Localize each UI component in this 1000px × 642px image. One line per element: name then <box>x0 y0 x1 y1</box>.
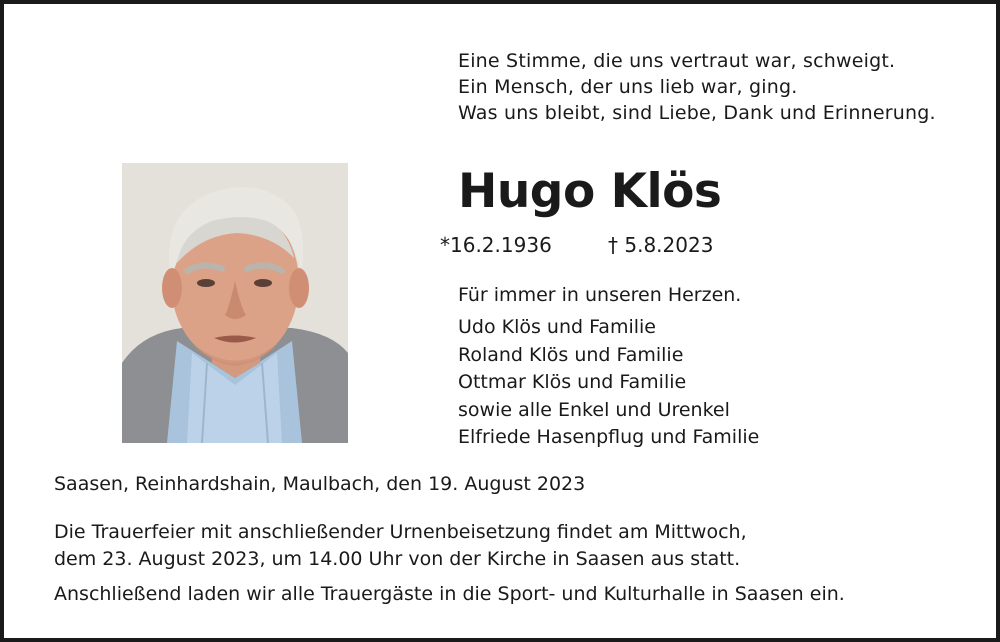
life-dates <box>440 232 714 258</box>
mourner-entry: Ottmar Klös und Familie <box>458 371 687 393</box>
place-and-date: Saasen, Reinhardshain, Maulbach, den 19. August 2023 <box>54 473 586 495</box>
birth-date: *16.2.1936 <box>440 233 552 257</box>
motto-line: Was uns bleibt, sind Liebe, Dank und Erinnerung. <box>458 102 936 124</box>
service-line: Die Trauerfeier mit anschließender Urnenbeisetzung findet am Mittwoch, <box>54 521 747 543</box>
portrait-illustration <box>122 163 348 443</box>
deceased-name: Hugo Klös <box>458 164 722 219</box>
memorial-tagline: Für immer in unseren Herzen. <box>458 284 742 306</box>
motto-verse <box>458 48 936 126</box>
motto-line: Ein Mensch, der uns lieb war, ging. <box>458 76 798 98</box>
mourner-entry: sowie alle Enkel und Urenkel <box>458 398 730 421</box>
mourner-entry: Roland Klös und Familie <box>458 343 684 366</box>
mourner-entry: Udo Klös und Familie <box>458 316 656 338</box>
service-line: dem 23. August 2023, um 14.00 Uhr von der Kirche in Saasen aus statt. <box>54 548 741 570</box>
mourner-entry: Elfriede Hasenpflug und Familie <box>458 426 760 448</box>
reception-invitation: Anschließend laden wir alle Trauergäste in die Sport- und Kulturhalle in Saasen ein. <box>54 583 845 605</box>
mourners-list <box>458 314 759 452</box>
funeral-service-info <box>54 519 747 573</box>
portrait-photo <box>122 163 348 443</box>
motto-line: Eine Stimme, die uns vertraut war, schweigt. <box>458 50 896 72</box>
death-date: † 5.8.2023 <box>608 233 714 257</box>
